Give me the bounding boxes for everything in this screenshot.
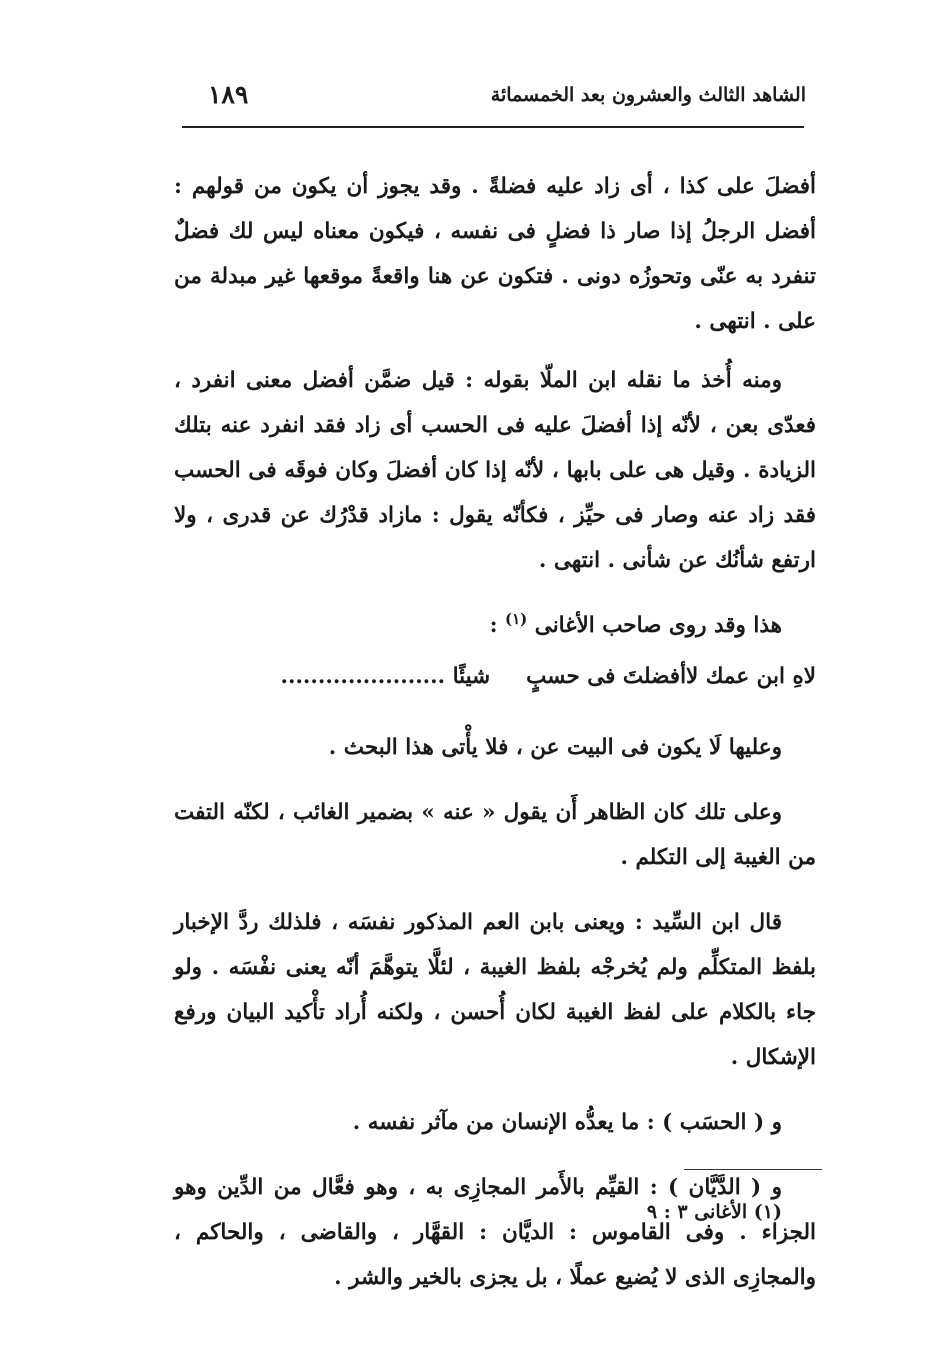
paragraph: ومنه أُخذ ما نقله ابن الملّا بقوله : قيل ضمَّن أفضل معنى انفرد ، فعدّى بعن ، لأنّه إذا أفضلَ عليه فى الحسب أى زاد فقد انفرد عنه بتلك الزيادة . وقيل هى على بابها ، لأنّه إذا كان أفضلَ وكان فوقَه فى الحسب فقد زاد عنه وصار فى حيِّز ، فكأنّه يقول : مازاد قدْرُك عن قدرى ، ولا ارتفع شأنُك عن شأنى . انتهى .: [174, 368, 816, 573]
paragraph: وعلى تلك كان الظاهر أَن يقول « عنه » بضمير الغائب ، لكنّه التفت من الغيبة إلى التكلم .: [174, 800, 816, 870]
footnote-rule: [684, 1169, 822, 1170]
main-text: [174, 164, 816, 1320]
paragraph: قال ابن السِّيد : ويعنى بابن العم المذكور نفسَه ، فلذلك ردَّ الإخبار بلفظ المتكلِّم ولم يُخرجْه بلفظ الغيبة ، لئلَّا يتوهَّمَ أنّه يعنى نفْسَه . ولو جاء بالكلام على لفظ الغيبة لكان أُحسن ، ولكنه أُراد تأْكيد البيان ورفع الإشكال .: [174, 910, 816, 1070]
poetry-verse: [174, 654, 816, 699]
verse-intro-text: هذا وقد روى صاحب الأغانى: [534, 613, 782, 638]
verse-intro-colon: :: [489, 613, 498, 638]
paragraph: أفضلَ على كذا ، أى زاد عليه فضلةً . وقد يجوز أن يكون من قولهم : أفضل الرجلُ إذا صار ذا فضلٍ فى نفسه ، فيكون معناه ليس لك فضلٌ تنفرد به عنّى وتحوزُه دونى . فتكون عن هنا واقعةً موقعها غير مبدلة من على . انتهى .: [174, 174, 816, 334]
page-number: ١٨٩: [208, 80, 249, 109]
paragraph: و ( الدَّيَّان ) : القيِّم بالأَمر المجازِى به ، وهو فعَّال من الدِّين وهو الجزاء . وفى القاموس : الديَّان : القهَّار ، والقاضى ، والحاكم ، والمجازِى الذى لا يُضيع عملًا ، بل يجزى بالخير والشر .: [174, 1175, 816, 1290]
running-title: الشاهد الثالث والعشرون بعد الخمسمائة: [490, 84, 806, 106]
footnote: (١) الأغانى ٣ : ٩: [646, 1201, 782, 1223]
running-head: [180, 80, 806, 120]
verse-hemistich: لاهِ ابن عمك لاأفضلتَ فى حسبٍ: [526, 664, 816, 689]
header-rule: [182, 126, 804, 128]
verse-intro: [174, 603, 816, 648]
footnote-reference: (١): [505, 609, 528, 628]
verse-second-hemistich: شيئًا ......................: [280, 664, 491, 689]
paragraph: و ( الحسَب ) : ما يعدُّه الإنسان من مآثر نفسه .: [352, 1110, 782, 1135]
paragraph: وعليها لَا يكون فى البيت عن ، فلا يأْتى هذا البحث .: [328, 735, 782, 760]
